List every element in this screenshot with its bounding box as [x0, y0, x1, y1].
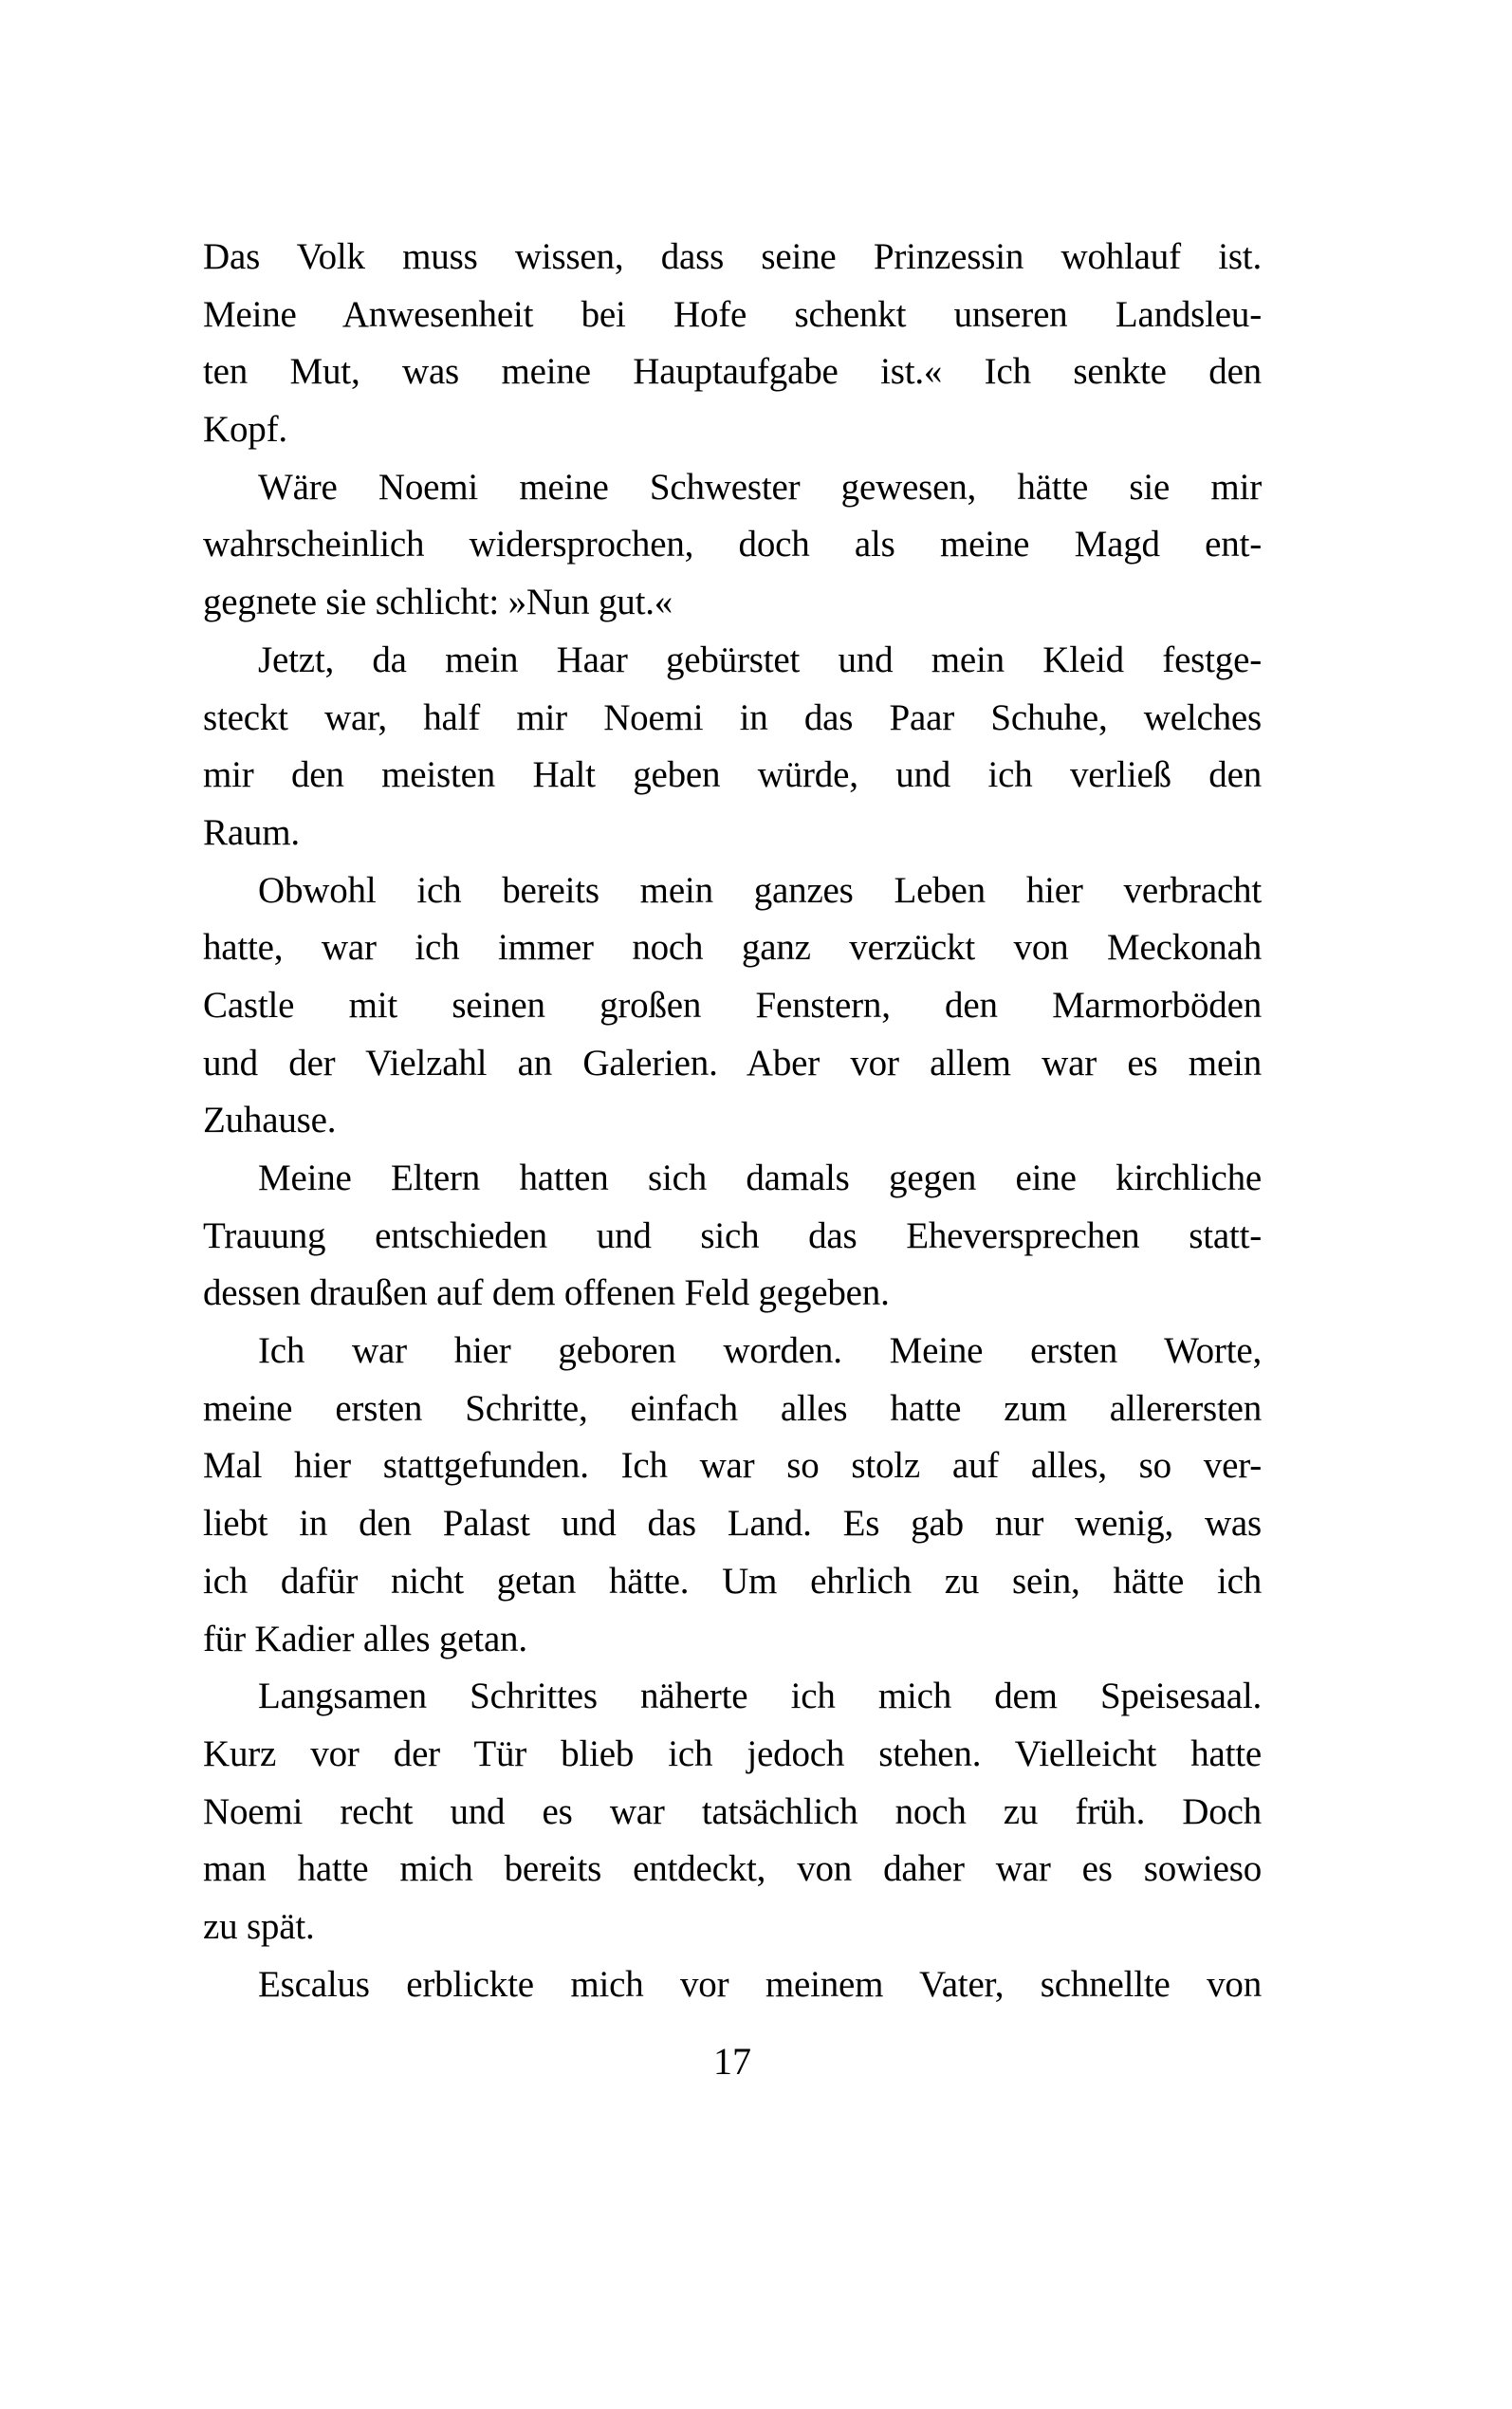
text-line: Escalus erblickte mich vor meinem Vater, schnellte von — [258, 1963, 1262, 2005]
text-line: liebt in den Palast und das Land. Es gab nur wenig, was — [203, 1503, 1262, 1545]
text-line: wahrscheinlich widersprochen, doch als meine Magd ent- — [203, 524, 1262, 565]
text-line: man hatte mich bereits entdeckt, von daher war es sowieso — [203, 1848, 1262, 1890]
text-line: Ich war hier geboren worden. Meine ersten Worte, — [258, 1330, 1262, 1372]
text-line: gegnete sie schlicht: »Nun gut.« — [203, 582, 673, 623]
page-number: 17 — [713, 2040, 751, 2083]
text-line: Kurz vor der Tür blieb ich jedoch stehen. Vielleicht hatte — [203, 1733, 1262, 1774]
text-line: Trauung entschieden und sich das Eheversprechen statt- — [203, 1214, 1262, 1256]
page-text — [203, 229, 1262, 2013]
text-line: meine ersten Schritte, einfach alles hatte zum allerersten — [203, 1387, 1262, 1429]
text-line: Wäre Noemi meine Schwester gewesen, hätte sie mir — [258, 466, 1262, 508]
text-line: Castle mit seinen großen Fenstern, den Marmorböden — [203, 984, 1262, 1026]
text-line: für Kadier alles getan. — [203, 1618, 527, 1659]
text-line: Jetzt, da mein Haar gebürstet und mein Kleid festge- — [258, 639, 1262, 680]
text-line: Meine Anwesenheit bei Hofe schenkt unseren Landsleu- — [203, 293, 1262, 335]
text-line: zu spät. — [203, 1905, 315, 1947]
text-line: hatte, war ich immer noch ganz verzückt von Meckonah — [203, 927, 1262, 969]
text-line: Zuhause. — [203, 1100, 337, 1141]
text-line: Langsamen Schrittes näherte ich mich dem Speisesaal. — [258, 1676, 1262, 1717]
text-line: und der Vielzahl an Galerien. Aber vor allem war es mein — [203, 1042, 1262, 1084]
text-line: mir den meisten Halt geben würde, und ich verließ den — [203, 754, 1262, 796]
text-line: Das Volk muss wissen, dass seine Prinzessin wohlauf ist. — [203, 236, 1262, 277]
text-line: Raum. — [203, 811, 300, 853]
text-line: Mal hier stattgefunden. Ich war so stolz auf alles, so ver- — [203, 1445, 1262, 1487]
text-line: ten Mut, was meine Hauptaufgabe ist.« Ich senkte den — [203, 351, 1262, 393]
text-line: steckt war, half mir Noemi in das Paar Schuhe, welches — [203, 696, 1262, 738]
text-line: Noemi recht und es war tatsächlich noch zu früh. Doch — [203, 1790, 1262, 1832]
text-line: Meine Eltern hatten sich damals gegen eine kirchliche — [258, 1158, 1262, 1198]
text-line: ich dafür nicht getan hätte. Um ehrlich zu sein, hätte ich — [203, 1560, 1262, 1602]
text-line: Obwohl ich bereits mein ganzes Leben hier verbracht — [258, 869, 1262, 911]
text-line: Kopf. — [203, 409, 287, 451]
text-line: dessen draußen auf dem offenen Feld gegeben. — [203, 1272, 890, 1314]
